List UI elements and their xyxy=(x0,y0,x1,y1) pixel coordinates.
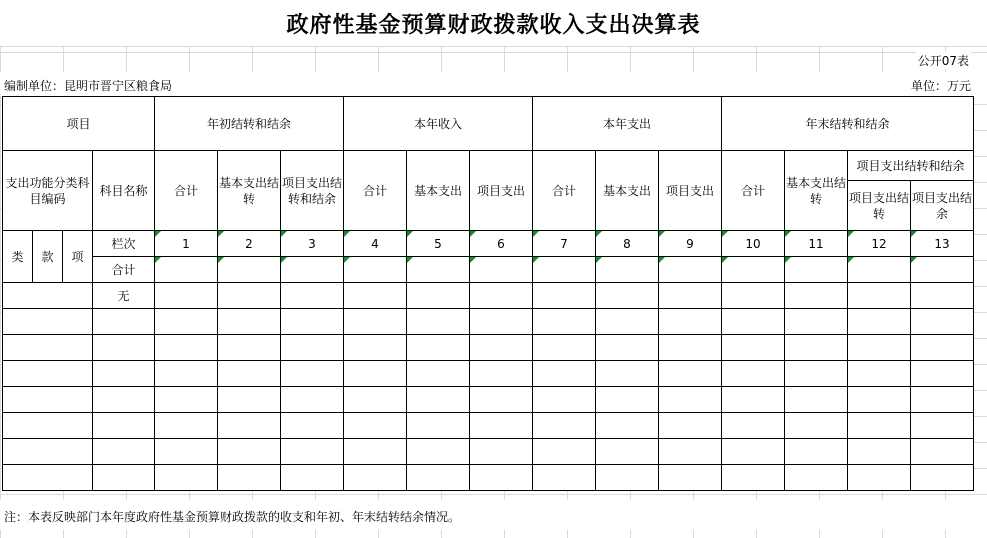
col-no: 3 xyxy=(281,231,344,257)
data-cell[interactable] xyxy=(722,413,785,439)
header-end-total: 合计 xyxy=(722,151,785,231)
total-row-label: 合计 xyxy=(93,257,155,283)
table-row xyxy=(3,283,974,309)
data-cell[interactable] xyxy=(596,335,659,361)
data-cell[interactable] xyxy=(218,387,281,413)
name-cell[interactable] xyxy=(93,439,155,465)
name-cell[interactable] xyxy=(93,465,155,491)
form-number: 公开07表 xyxy=(917,54,969,68)
data-cell[interactable] xyxy=(344,361,407,387)
table-note: 注：本表反映部门本年度政府性基金预算财政拨款的收支和年初、年末结转结余情况。 xyxy=(4,510,461,524)
header-end-basic: 基本支出结转 xyxy=(785,151,848,231)
data-cell[interactable] xyxy=(785,361,848,387)
header-begin-basic: 基本支出结转 xyxy=(218,151,281,231)
header-income-total: 合计 xyxy=(344,151,407,231)
data-cell[interactable] xyxy=(722,283,785,309)
data-cell[interactable] xyxy=(785,283,848,309)
data-cell[interactable] xyxy=(911,335,974,361)
data-cell[interactable] xyxy=(785,309,848,335)
data-cell[interactable] xyxy=(344,283,407,309)
data-cell[interactable] xyxy=(407,335,470,361)
data-cell[interactable] xyxy=(848,387,911,413)
data-cell[interactable] xyxy=(155,361,218,387)
data-cell[interactable] xyxy=(848,439,911,465)
data-cell[interactable] xyxy=(659,361,722,387)
data-cell[interactable] xyxy=(533,439,596,465)
code-cell[interactable] xyxy=(3,283,93,309)
data-cell[interactable] xyxy=(218,283,281,309)
data-cell[interactable] xyxy=(155,439,218,465)
data-cell[interactable] xyxy=(155,413,218,439)
code-cell[interactable] xyxy=(3,465,93,491)
data-cell[interactable] xyxy=(218,309,281,335)
data-cell[interactable] xyxy=(722,361,785,387)
data-cell[interactable] xyxy=(218,439,281,465)
name-cell[interactable] xyxy=(93,361,155,387)
col-no: 10 xyxy=(722,231,785,257)
data-cell[interactable] xyxy=(722,387,785,413)
data-cell[interactable] xyxy=(848,309,911,335)
name-cell[interactable] xyxy=(93,335,155,361)
data-cell[interactable] xyxy=(155,283,218,309)
col-no: 7 xyxy=(533,231,596,257)
data-cell[interactable] xyxy=(848,335,911,361)
table-row xyxy=(3,361,974,387)
data-cell[interactable] xyxy=(533,257,596,283)
data-cell[interactable] xyxy=(344,309,407,335)
data-cell[interactable] xyxy=(470,257,533,283)
data-cell[interactable] xyxy=(218,257,281,283)
data-cell[interactable] xyxy=(911,413,974,439)
data-cell[interactable] xyxy=(659,335,722,361)
data-cell[interactable] xyxy=(659,439,722,465)
data-cell[interactable] xyxy=(281,309,344,335)
data-cell[interactable] xyxy=(659,283,722,309)
data-cell[interactable] xyxy=(281,439,344,465)
data-cell[interactable] xyxy=(470,309,533,335)
data-cell[interactable] xyxy=(218,465,281,491)
data-cell[interactable] xyxy=(281,335,344,361)
data-cell[interactable] xyxy=(155,465,218,491)
name-cell[interactable] xyxy=(93,309,155,335)
data-cell[interactable] xyxy=(785,335,848,361)
header-begin-project: 项目支出结转和结余 xyxy=(281,151,344,231)
col-no: 1 xyxy=(155,231,218,257)
header-begin-total: 合计 xyxy=(155,151,218,231)
data-cell[interactable] xyxy=(470,361,533,387)
data-cell[interactable] xyxy=(470,465,533,491)
data-cell[interactable] xyxy=(722,465,785,491)
data-cell[interactable] xyxy=(533,413,596,439)
data-cell[interactable] xyxy=(281,465,344,491)
data-cell[interactable] xyxy=(344,465,407,491)
col-no: 9 xyxy=(659,231,722,257)
data-cell[interactable] xyxy=(407,257,470,283)
code-cell[interactable] xyxy=(3,413,93,439)
data-cell[interactable] xyxy=(596,283,659,309)
data-cell[interactable] xyxy=(470,387,533,413)
data-cell[interactable] xyxy=(407,465,470,491)
col-no: 2 xyxy=(218,231,281,257)
table-row xyxy=(3,335,974,361)
data-cell[interactable] xyxy=(281,257,344,283)
data-cell[interactable] xyxy=(281,361,344,387)
name-cell[interactable] xyxy=(93,387,155,413)
data-cell[interactable] xyxy=(470,413,533,439)
report-title: 政府性基金预算财政拨款收入支出决算表 xyxy=(286,13,701,38)
data-cell[interactable] xyxy=(911,361,974,387)
table-row xyxy=(3,413,974,439)
data-cell[interactable] xyxy=(785,387,848,413)
header-expense-total: 合计 xyxy=(533,151,596,231)
data-cell[interactable] xyxy=(281,413,344,439)
data-cell[interactable] xyxy=(533,283,596,309)
data-cell[interactable] xyxy=(533,387,596,413)
data-cell[interactable] xyxy=(155,335,218,361)
data-cell[interactable] xyxy=(596,439,659,465)
col-no: 4 xyxy=(344,231,407,257)
data-cell[interactable] xyxy=(533,465,596,491)
data-cell[interactable] xyxy=(911,309,974,335)
data-cell[interactable] xyxy=(407,439,470,465)
table-row xyxy=(3,439,974,465)
data-cell[interactable] xyxy=(344,439,407,465)
col-no: 6 xyxy=(470,231,533,257)
compiling-unit: 编制单位：昆明市晋宁区粮食局 xyxy=(4,79,173,93)
header-income: 本年收入 xyxy=(344,97,533,151)
header-lei: 类 xyxy=(3,231,33,283)
header-expense: 本年支出 xyxy=(533,97,722,151)
data-cell[interactable] xyxy=(155,387,218,413)
budget-table xyxy=(2,96,974,491)
header-income-basic: 基本支出 xyxy=(407,151,470,231)
data-cell[interactable] xyxy=(470,283,533,309)
data-cell[interactable] xyxy=(344,413,407,439)
data-cell[interactable] xyxy=(155,309,218,335)
data-cell[interactable] xyxy=(848,465,911,491)
data-cell[interactable] xyxy=(785,439,848,465)
data-cell[interactable] xyxy=(911,283,974,309)
code-cell[interactable] xyxy=(3,439,93,465)
header-income-project: 项目支出 xyxy=(470,151,533,231)
data-cell[interactable] xyxy=(722,309,785,335)
data-cell[interactable] xyxy=(848,283,911,309)
code-cell[interactable] xyxy=(3,335,93,361)
data-cell[interactable] xyxy=(848,257,911,283)
name-cell[interactable] xyxy=(93,413,155,439)
data-cell[interactable] xyxy=(785,257,848,283)
col-no: 8 xyxy=(596,231,659,257)
header-end-project-balance: 项目支出结余 xyxy=(911,181,974,231)
header-item: 项目 xyxy=(3,97,155,151)
header-end-project: 项目支出结转和结余 xyxy=(848,151,974,181)
data-cell[interactable] xyxy=(155,257,218,283)
code-cell[interactable] xyxy=(3,361,93,387)
data-cell[interactable] xyxy=(407,283,470,309)
code-cell[interactable] xyxy=(3,387,93,413)
data-cell[interactable] xyxy=(218,361,281,387)
data-cell[interactable] xyxy=(848,413,911,439)
data-cell[interactable] xyxy=(596,309,659,335)
column-no-label: 栏次 xyxy=(93,231,155,257)
col-no: 11 xyxy=(785,231,848,257)
data-cell[interactable] xyxy=(659,465,722,491)
header-func-code: 支出功能分类科目编码 xyxy=(3,151,93,231)
header-expense-basic: 基本支出 xyxy=(596,151,659,231)
header-begin-balance: 年初结转和结余 xyxy=(155,97,344,151)
data-cell[interactable] xyxy=(596,413,659,439)
code-cell[interactable] xyxy=(3,309,93,335)
table-row xyxy=(3,309,974,335)
data-cell[interactable] xyxy=(722,335,785,361)
data-cell[interactable] xyxy=(911,439,974,465)
header-kuan: 款 xyxy=(33,231,63,283)
data-cell[interactable] xyxy=(911,257,974,283)
header-xiang: 项 xyxy=(63,231,93,283)
data-cell[interactable] xyxy=(218,413,281,439)
data-cell[interactable] xyxy=(596,465,659,491)
data-cell[interactable] xyxy=(848,361,911,387)
data-cell[interactable] xyxy=(533,335,596,361)
data-cell[interactable] xyxy=(533,309,596,335)
data-cell[interactable] xyxy=(785,465,848,491)
none-row-label: 无 xyxy=(93,283,155,309)
data-cell[interactable] xyxy=(281,283,344,309)
data-cell[interactable] xyxy=(659,387,722,413)
data-cell[interactable] xyxy=(722,257,785,283)
data-cell[interactable] xyxy=(596,257,659,283)
data-cell[interactable] xyxy=(407,413,470,439)
data-cell[interactable] xyxy=(407,387,470,413)
data-cell[interactable] xyxy=(911,465,974,491)
data-cell[interactable] xyxy=(218,335,281,361)
data-cell[interactable] xyxy=(344,387,407,413)
data-cell[interactable] xyxy=(659,413,722,439)
data-cell[interactable] xyxy=(659,309,722,335)
data-cell[interactable] xyxy=(407,361,470,387)
data-cell[interactable] xyxy=(470,439,533,465)
data-cell[interactable] xyxy=(344,257,407,283)
data-cell[interactable] xyxy=(344,335,407,361)
data-cell[interactable] xyxy=(722,439,785,465)
header-end-balance: 年末结转和结余 xyxy=(722,97,974,151)
col-no: 13 xyxy=(911,231,974,257)
header-expense-project: 项目支出 xyxy=(659,151,722,231)
data-cell[interactable] xyxy=(281,387,344,413)
table-row xyxy=(3,387,974,413)
data-cell[interactable] xyxy=(533,361,596,387)
data-cell[interactable] xyxy=(596,361,659,387)
col-no: 12 xyxy=(848,231,911,257)
data-cell[interactable] xyxy=(911,387,974,413)
currency-unit: 单位：万元 xyxy=(910,79,971,93)
data-cell[interactable] xyxy=(596,387,659,413)
col-no: 5 xyxy=(407,231,470,257)
data-cell[interactable] xyxy=(785,413,848,439)
table-row xyxy=(3,465,974,491)
data-cell[interactable] xyxy=(407,309,470,335)
data-cell[interactable] xyxy=(470,335,533,361)
header-subject-name: 科目名称 xyxy=(93,151,155,231)
data-cell[interactable] xyxy=(659,257,722,283)
header-end-project-carry: 项目支出结转 xyxy=(848,181,911,231)
